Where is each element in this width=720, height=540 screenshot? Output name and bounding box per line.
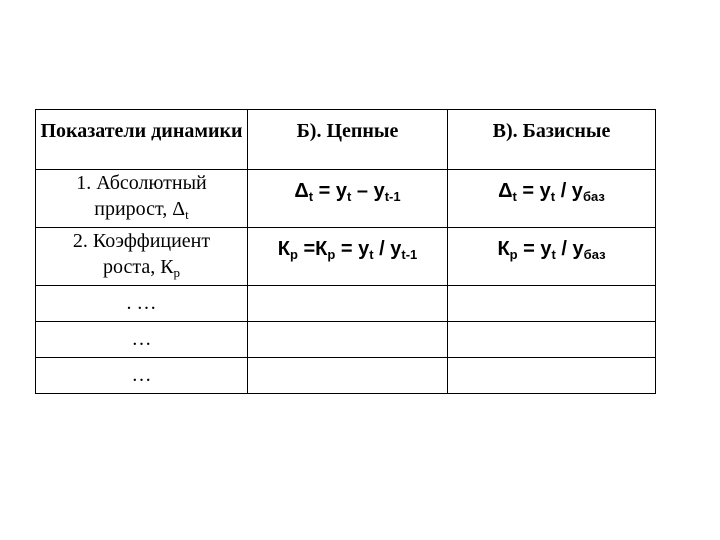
ellipsis-cell: … xyxy=(36,358,248,394)
empty-cell xyxy=(248,322,448,358)
ellipsis-cell: . … xyxy=(36,286,248,322)
ellipsis-cell: … xyxy=(36,322,248,358)
absolute-growth-chain-formula: $\Delta_t = y_t - y_{t-1}$ xyxy=(248,170,448,228)
empty-cell xyxy=(248,358,448,394)
growth-coefficient-chain-formula: $К_р =К_р = y_t / y_{t-1}$ xyxy=(248,228,448,286)
row-ellipsis-3 xyxy=(36,358,656,394)
row-absolute-growth xyxy=(36,170,656,228)
absolute-growth-label-sub: t xyxy=(185,207,189,222)
row-ellipsis-1 xyxy=(36,286,656,322)
growth-coefficient-label-line1: 2. Коэффициент xyxy=(72,230,211,252)
absolute-growth-label-line2: прирост, Δ xyxy=(94,198,186,220)
header-base: В). Базисные xyxy=(448,110,656,170)
indicators-table xyxy=(35,109,656,394)
growth-coefficient-base-formula: $К_р = y_t / y_{баз}$ xyxy=(448,228,656,286)
empty-cell xyxy=(448,322,656,358)
growth-coefficient-label xyxy=(36,228,248,286)
empty-cell xyxy=(248,286,448,322)
absolute-growth-label-line1: 1. Абсолютный xyxy=(76,172,207,194)
absolute-growth-label xyxy=(36,170,248,228)
row-growth-coefficient xyxy=(36,228,656,286)
growth-coefficient-label-sub: р xyxy=(173,265,181,280)
empty-cell xyxy=(448,286,656,322)
header-row xyxy=(36,110,656,170)
header-indicators: Показатели динамики xyxy=(36,110,248,170)
header-chain: Б). Цепные xyxy=(248,110,448,170)
growth-coefficient-label-line2: роста, К xyxy=(102,256,174,278)
row-ellipsis-2 xyxy=(36,322,656,358)
empty-cell xyxy=(448,358,656,394)
absolute-growth-base-formula: $\Delta_t = y_t / y_{баз}$ xyxy=(448,170,656,228)
